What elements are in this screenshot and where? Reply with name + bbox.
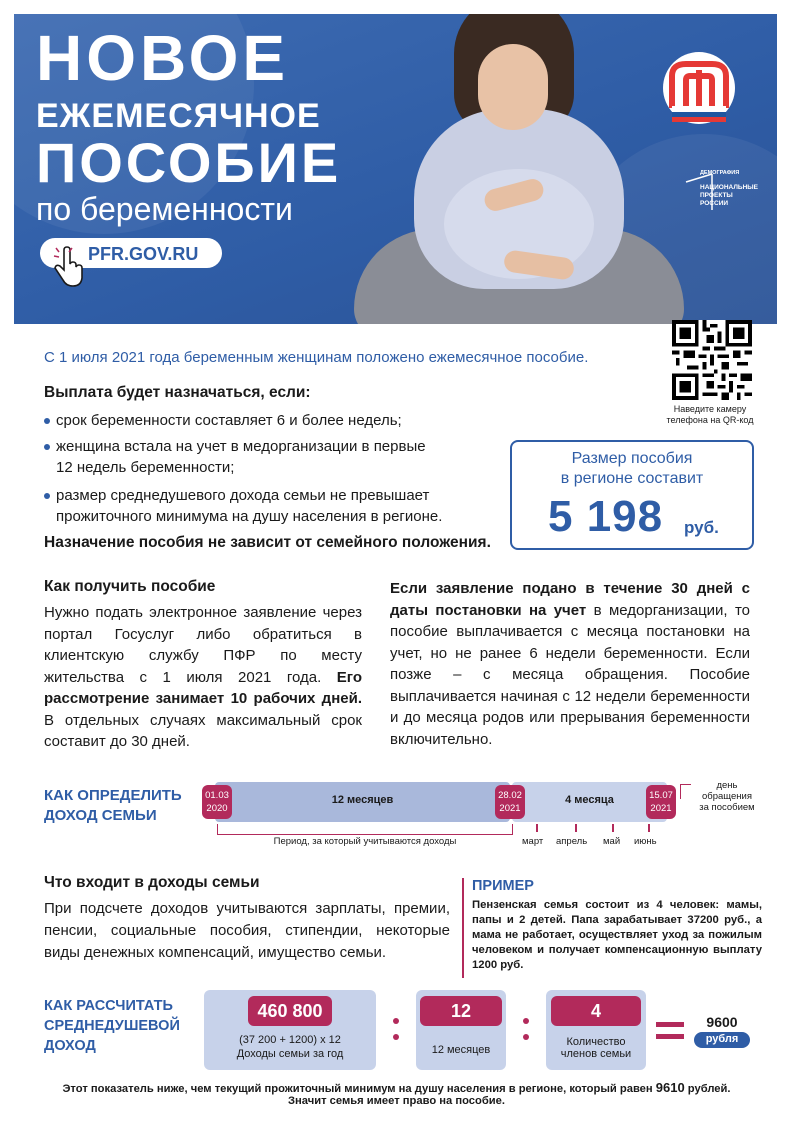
amount-label: в регионе составит [560,470,704,487]
income-title: Что входит в доходы семьи [44,874,260,891]
equals-icon [656,1034,684,1039]
natproj-label-1: ДЕМОГРАФИЯ [700,170,740,176]
hero-title-monthly: ЕЖЕМЕСЯЧНОЕ [36,97,321,135]
bullet-dot-icon [44,418,50,424]
natproj-label-3: ПРОЕКТЫ [700,192,733,199]
month-tick [536,824,538,832]
result-value: 9600 [706,1014,738,1030]
date-badge: 28.02 2021 [495,785,525,819]
footer-eligibility: Значит семья имеет право на пособие. [288,1095,505,1107]
condition-item: срок беременности составляет 6 и более недель; [44,410,494,431]
date-badge: 01.03 2020 [202,785,232,819]
month-label: май [603,836,621,847]
example-text: Пензенская семья состоит из 4 человек: мамы, папы и 2 детей. Папа зарабатывает 37200 руб., а мама не работает, осуществляет уход за пожилым человеком и получает компенсационную выплату 1200 руб. [472,899,762,971]
condition-item: женщина встала на учет в медорганизации в первые 12 недель беременности; [44,436,494,478]
intro-text: С 1 июля 2021 года беременным женщинам положено ежемесячное пособие. [44,349,589,366]
conditions-title: Выплата будет назначаться, если: [44,384,311,401]
family-members-value: 4 [551,996,641,1026]
pointer-hand-icon [52,246,86,292]
equals-icon [656,1022,684,1027]
family-members-label: Количество членов семьи [560,1036,632,1060]
qr-code-icon[interactable] [672,320,752,400]
bar-label: 4 месяца [565,794,614,806]
terms-text: Если заявление подано в течение 30 дней с даты постановки на учет в медорганизации, то пособие выплачивается с месяца постановки на учет, но не ранее 6 недели беременности. Если позже – с месяца обращения. Пособие выплачивается начиная с 12 недели беременности и до месяца родов или прерывания беременности включительно. [390,580,750,748]
timeline-title: КАК ОПРЕДЕЛИТЬ ДОХОД СЕМЬИ [44,787,182,824]
bar-label: 12 месяцев [331,794,394,806]
hero-title-benefit: ПОСОБИЕ [36,131,342,194]
bullet-dot-icon [44,444,50,450]
amount-label: Размер пособия [571,450,693,467]
hero-subtitle: по беременности [36,191,293,227]
month-tick [648,824,650,832]
divide-icon [393,1018,399,1050]
income-text: При подсчете доходов учитываются зарплаты, премии, пенсии, социальные пособия, стипендии, некоторые виды денежных компенсаций, имущество семьи. [44,900,450,961]
months-label: 12 месяцев [431,1044,491,1056]
hero-title-new: НОВОЕ [36,22,290,94]
annual-income-value: 460 800 [248,996,332,1026]
calc-title: КАК РАССЧИТАТЬ СРЕДНЕДУШЕВОЙ ДОХОД [44,998,180,1054]
month-tick [575,824,577,832]
period-bracket [217,824,513,835]
month-label: апрель [556,836,588,847]
amount-currency: руб. [684,518,719,537]
day-application-label: день обращения за пособием [699,780,755,813]
month-tick [612,824,614,832]
divide-icon [523,1018,529,1050]
woman-face [478,44,548,130]
pfr-logo-icon [654,50,744,130]
month-label: март [522,836,544,847]
condition-item: размер среднедушевого дохода семьи не превышает прожиточного минимума на душу населения в регионе. [44,485,494,527]
website-link[interactable]: PFR.GOV.RU [88,244,199,264]
how-to-title: Как получить пособие [44,578,216,595]
bullet-dot-icon [44,493,50,499]
footer-conclusion: Этот показатель ниже, чем текущий прожиточный минимум на душу населения в регионе, который равен 9610 рублей. [62,1080,731,1095]
how-to-text: Нужно подать электронное заявление через портал Госуслуг либо обратиться в клиентскую службу ПФР по месту жительства с 1 июля 2021 года. Его рассмотрение занимает 10 рабочих дней. В отдельных случаях максимальный срок составит до 30 дней. [44,604,362,750]
date-badge: 15.07 2021 [646,785,676,819]
months-value: 12 [420,996,502,1026]
day-application-pointer [680,784,691,799]
result-unit: рубля [705,1033,739,1045]
qr-caption: Наведите камеру телефона на QR-код [666,404,754,425]
income-label: Доходы семьи за год [236,1048,344,1060]
amount-value: 5 198 [548,492,664,541]
natproj-label-2: НАЦИОНАЛЬНЫЕ [700,184,758,191]
period-label: Период, за который учитываются доходы [273,836,457,847]
income-formula: (37 200 + 1200) х 12 [239,1034,341,1046]
natproj-label-4: РОССИИ [700,200,729,207]
example-title: ПРИМЕР [472,878,534,894]
marital-status-note: Назначение пособия не зависит от семейного положения. [44,534,491,551]
example-divider [462,878,464,978]
month-label: июнь [634,836,657,847]
